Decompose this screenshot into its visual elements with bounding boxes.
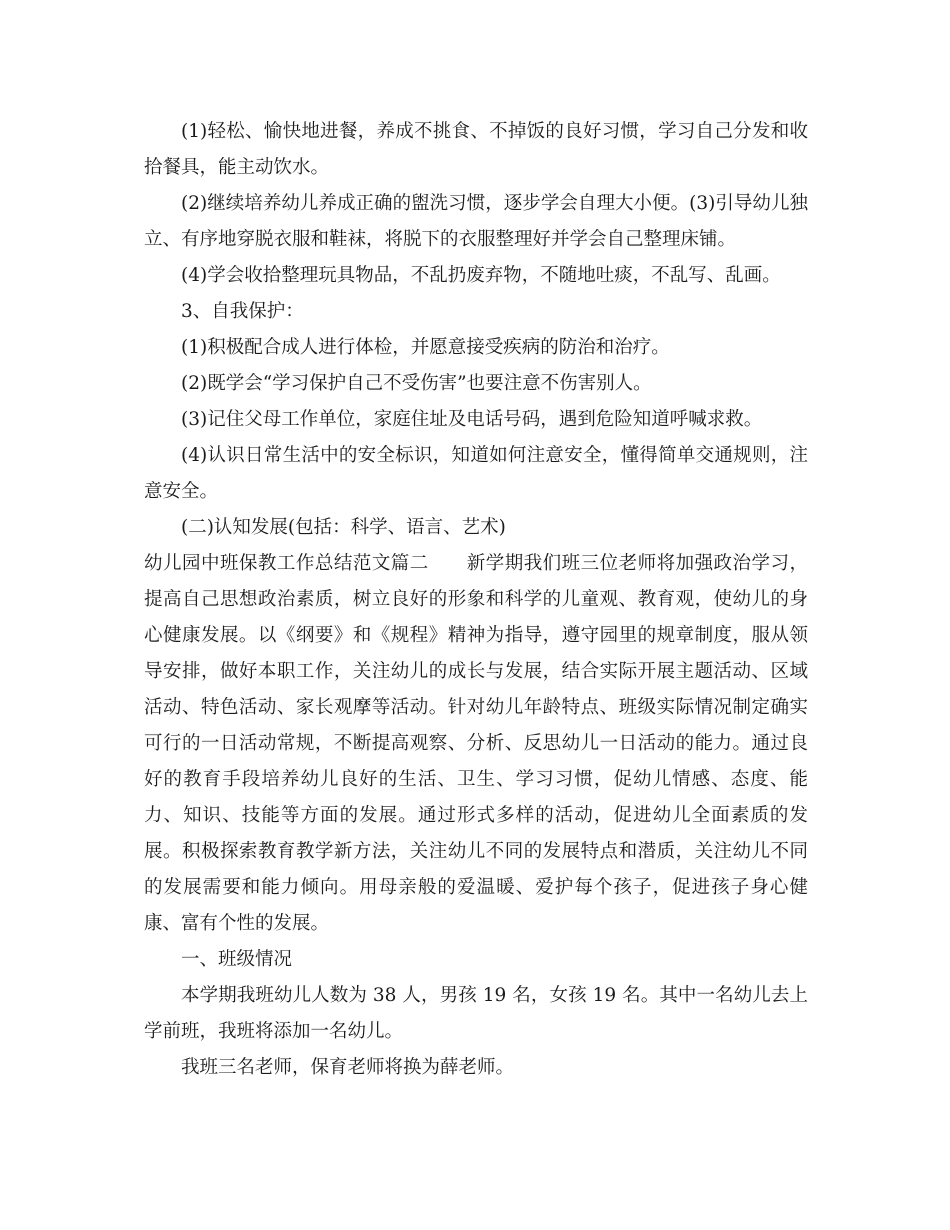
paragraph-health-check: (1)积极配合成人进行体检，并愿意接受疾病的防治和治疗。 bbox=[181, 337, 670, 358]
paragraph-eating-habits: (1)轻松、愉快地进餐，养成不挑食、不掉饭的良好习惯，学习自己分发和收拾餐具，能主动饮水。 bbox=[144, 121, 808, 178]
paragraph-washing-habits: (2)继续培养幼儿养成正确的盥洗习惯，逐步学会自理大小便。(3)引导幼儿独立、有序地穿脱衣服和鞋袜，将脱下的衣服整理好并学会自己整理床铺。 bbox=[144, 193, 808, 250]
paragraph-teachers: 我班三名老师，保育老师将换为薛老师。 bbox=[181, 1057, 515, 1078]
paragraph-self-protect: (2)既学会“学习保护自己不受伤害”也要注意不伤害别人。 bbox=[181, 373, 652, 394]
paragraph-safety-signs: (4)认识日常生活中的安全标识，知道如何注意安全，懂得简单交通规则，注意安全。 bbox=[144, 445, 808, 502]
paragraph-tidying: (4)学会收拾整理玩具物品，不乱扔废弃物，不随地吐痰，不乱写、乱画。 bbox=[181, 265, 781, 286]
paragraph-class-size: 本学期我班幼儿人数为 38 人，男孩 19 名，女孩 19 名。其中一名幼儿去上学前班，我班将添加一名幼儿。 bbox=[144, 985, 808, 1042]
section-heading-cognitive: (二)认知发展(包括：科学、语言、艺术) bbox=[181, 517, 506, 538]
paragraph-contact-info: (3)记住父母工作单位，家庭住址及电话号码，遇到危险知道呼喊求救。 bbox=[181, 409, 763, 430]
section-heading-class-situation: 一、班级情况 bbox=[181, 949, 293, 970]
document-page bbox=[144, 114, 808, 1086]
section-heading-self-protection: 3、自我保护： bbox=[181, 301, 304, 322]
paragraph-article-two: 幼儿园中班保教工作总结范文篇二 新学期我们班三位老师将加强政治学习，提高自己思想政治素质，树立良好的形象和科学的儿童观、教育观，使幼儿的身心健康发展。以《纲要》和《规程》精神为指导，遵守园里的规章制度，服从领导安排，做好本职工作，关注幼儿的成长与发展，结合实际开展主题活动、区域活动、特色活动、家长观摩等活动。针对幼儿年龄特点、班级实际情况制定确实可行的一日活动常规，不断提高观察、分析、反思幼儿一日活动的能力。通过良好的教育手段培养幼儿良好的生活、卫生、学习习惯，促幼儿情感、态度、能力、知识、技能等方面的发展。通过形式多样的活动，促进幼儿全面素质的发展。积极探索教育教学新方法，关注幼儿不同的发展特点和潜质，关注幼儿不同的发展需要和能力倾向。用母亲般的爱温暖、爱护每个孩子，促进孩子身心健康、富有个性的发展。 bbox=[144, 553, 808, 934]
